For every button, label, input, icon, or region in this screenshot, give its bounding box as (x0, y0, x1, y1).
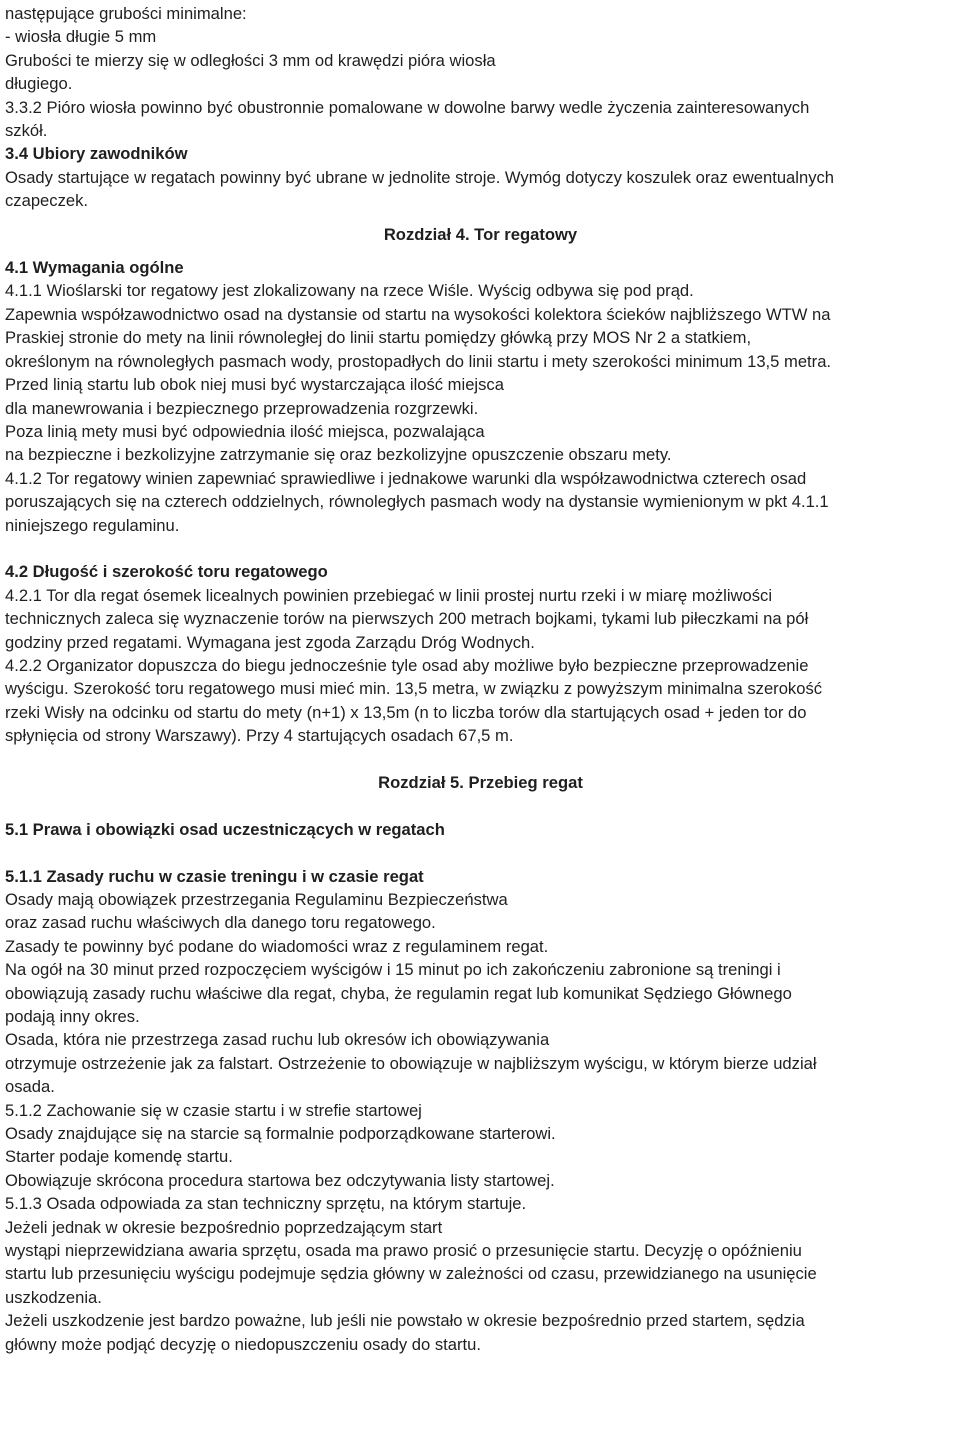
section-heading: 3.4 Ubiory zawodników (5, 144, 188, 164)
text-line: Zapewnia współzawodnictwo osad na dystansie od startu na wysokości kolektora ścieków najbliższego WTW na (5, 304, 831, 324)
text-line: szkół. (5, 121, 48, 141)
text-line: oraz zasad ruchu właściwych dla danego toru regatowego. (5, 913, 436, 933)
text-line: następujące grubości minimalne: (5, 4, 247, 23)
text-line: dla manewrowania i bezpiecznego przeprowadzenia rozgrzewki. (5, 398, 479, 418)
text-line: Osady startujące w regatach powinny być ubrane w jednolite stroje. Wymóg dotyczy koszulek oraz ewentualnych (5, 167, 835, 187)
text-line: niniejszego regulaminu. (5, 515, 180, 535)
text-line: technicznych zaleca się wyznaczenie torów na pierwszych 200 metrach bojkami, tykami lub piłeczkami na pół (5, 609, 809, 629)
paragraph-spacer (5, 841, 956, 864)
text-line: wystąpi nieprzewidziana awaria sprzętu, osada ma prawo prosić o przesunięcie startu. Decyzję o opóźnieniu (5, 1241, 802, 1261)
text-line: określonym na równoległych pasmach wody, prostopadłych do linii startu i mety szerokości minimum 13,5 metra. (5, 351, 832, 371)
text-line: Poza linią mety musi być odpowiednia ilość miejsca, pozwalająca (5, 421, 485, 441)
section-heading: 5.1.1 Zasady ruchu w czasie treningu i w czasie regat (5, 866, 424, 886)
text-line: - wiosła długie 5 mm (5, 27, 157, 47)
text-line: Grubości te mierzy się w odległości 3 mm od krawędzi pióra wiosła (5, 50, 496, 70)
text-line: 3.3.2 Pióro wiosła powinno być obustronnie pomalowane w dowolne barwy wedle życzenia zainteresowanych (5, 97, 810, 117)
text-line: rzeki Wisły na odcinku od startu do mety (n+1) x 13,5m (n to liczba torów dla startujących osad + jeden tor do (5, 702, 807, 722)
text-line: Zasady te powinny być podane do wiadomości wraz z regulaminem regat. (5, 936, 549, 956)
text-line: Przed linią startu lub obok niej musi być wystarczająca ilość miejsca (5, 375, 504, 395)
text-line: Starter podaje komendę startu. (5, 1147, 233, 1167)
text-line: Osady mają obowiązek przestrzegania Regulaminu Bezpieczeństwa (5, 889, 508, 909)
text-line: osada. (5, 1077, 55, 1097)
section-heading: Rozdział 4. Tor regatowy (383, 224, 578, 244)
text-line: 4.2.2 Organizator dopuszcza do biegu jednocześnie tyle osad aby możliwe było bezpieczne przeprowadzenie (5, 655, 809, 675)
text-line: spłynięcia od strony Warszawy). Przy 4 startujących osadach 67,5 m. (5, 726, 514, 746)
text-line: 5.1.2 Zachowanie się w czasie startu i w strefie startowej (5, 1100, 422, 1120)
text-line: Praskiej stronie do mety na linii równoległej do linii startu pomiędzy główką przy MOS Nr 2 a statkiem, (5, 328, 752, 348)
text-line: 4.1.1 Wioślarski tor regatowy jest zlokalizowany na rzece Wiśle. Wyścig odbywa się pod prąd. (5, 281, 694, 301)
text-line: Osada, która nie przestrzega zasad ruchu lub okresów ich obowiązywania (5, 1030, 550, 1050)
section-heading: 5.1 Prawa i obowiązki osad uczestniczących w regatach (5, 819, 445, 839)
paragraph-spacer (5, 748, 956, 771)
text-line: godziny przed regatami. Wymagana jest zgoda Zarządu Dróg Wodnych. (5, 632, 535, 652)
text-line: czapeczek. (5, 191, 89, 211)
section-heading: 4.2 Długość i szerokość toru regatowego (5, 562, 328, 582)
text-line: otrzymuje ostrzeżenie jak za falstart. Ostrzeżenie to obowiązuje w najbliższym wyścigu, w którym bierze udział (5, 1053, 817, 1073)
text-line: podają inny okres. (5, 1007, 140, 1026)
text-line: Na ogół na 30 minut przed rozpoczęciem wyścigów i 15 minut po ich zakończeniu zabronione są treningi i (5, 960, 781, 980)
section-heading: 4.1 Wymagania ogólne (5, 258, 184, 278)
text-line: Jeżeli uszkodzenie jest bardzo poważne, lub jeśli nie powstało w okresie bezpośrednio przed startem, sędzia (5, 1311, 805, 1331)
text-line: Osady znajdujące się na starcie są formalnie podporządkowane starterowi. (5, 1124, 556, 1144)
text-line: długiego. (5, 74, 73, 94)
text-line: na bezpieczne i bezkolizyjne zatrzymanie się oraz bezkolizyjne opuszczenie obszaru mety. (5, 445, 672, 465)
text-line: obowiązują zasady ruchu właściwe dla regat, chyba, że regulamin regat lub komunikat Sędziego Głównego (5, 983, 792, 1003)
section-heading: Rozdział 5. Przebieg regat (378, 772, 583, 792)
text-line: startu lub przesunięciu wyścigu podejmuje sędzia główny w zależności od czasu, przewidzianego na usunięcie (5, 1264, 817, 1284)
paragraph-spacer (5, 246, 956, 256)
paragraph-spacer (5, 794, 956, 817)
text-line: Obowiązuje skrócona procedura startowa bez odczytywania listy startowej. (5, 1170, 555, 1190)
text-line: 4.1.2 Tor regatowy winien zapewniać sprawiedliwe i jednakowe warunki dla współzawodnictwa czterech osad (5, 468, 807, 488)
text-line: główny może podjąć decyzję o niedopuszczeniu osady do startu. (5, 1334, 481, 1354)
text-line: 5.1.3 Osada odpowiada za stan techniczny sprzętu, na którym startuje. (5, 1194, 527, 1214)
text-line: uszkodzenia. (5, 1287, 102, 1307)
text-line: 4.2.1 Tor dla regat ósemek licealnych powinien przebiegać w linii prostej nurtu rzeki i w miarę możliwości (5, 585, 773, 605)
text-line: poruszających się na czterech oddzielnych, równoległych pasmach wody na dystansie wymienionym w pkt 4.1.1 (5, 492, 829, 512)
paragraph-spacer (5, 537, 956, 560)
text-line: Jeżeli jednak w okresie bezpośrednio poprzedzającym start (5, 1217, 443, 1237)
paragraph-spacer (5, 213, 956, 223)
text-line: wyścigu. Szerokość toru regatowego musi mieć min. 13,5 metra, w związku z powyższym minimalna szerokość (5, 679, 823, 699)
